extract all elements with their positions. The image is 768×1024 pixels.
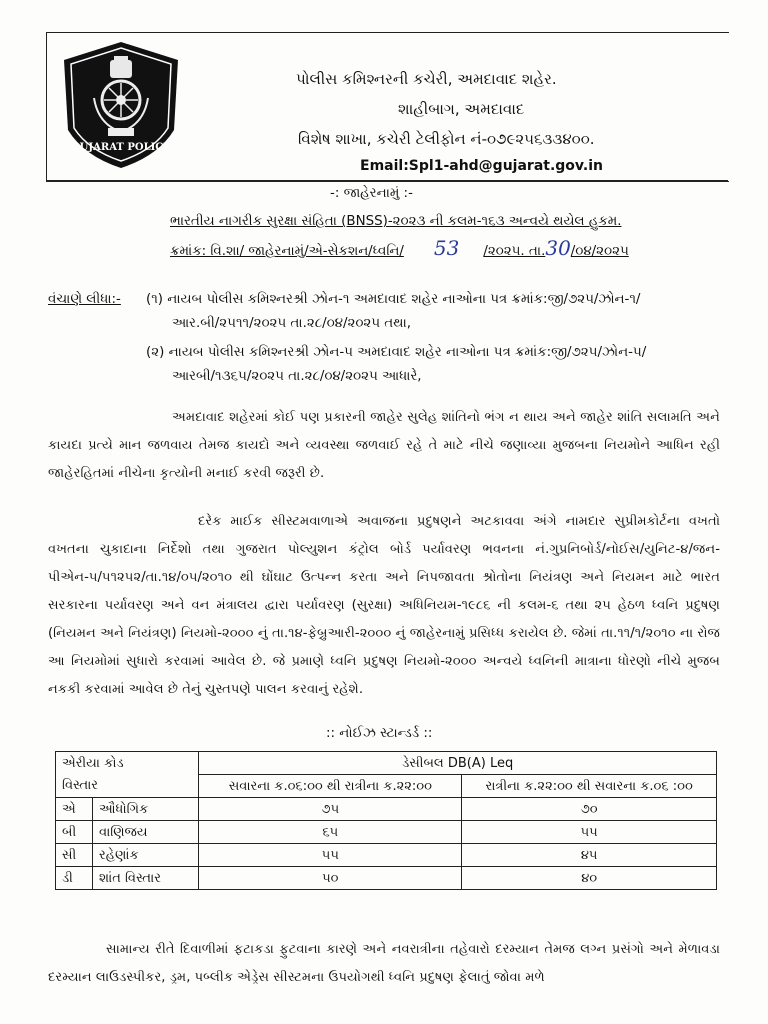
office-title: પોલીસ કમિશ્નરની કચેરી, અમદાવાદ શહેર.	[296, 70, 557, 88]
noise-standard-table	[55, 751, 717, 890]
day-limit-cell: ૬૫	[199, 821, 462, 844]
day-limit-cell: ૭૫	[199, 798, 462, 821]
body-paragraph-2: દરેક માઈક સીસ્ટમવાળાએ અવાજના પ્રદુષણને અટકાવવા અંગે નામદાર સુપ્રીમકોર્ટના વખતો વખતના ચુકાદાના નિર્દેશો તથા ગુજરાત પોલ્યુશન કંટ્રોલ બોર્ડ પર્યાવરણ ભવનના નં.ગુપ્રનિબોર્ડ/નોઈસ/યુનિટ-૪/જન-પીએન-૫/૫૧૨૫૨/તા.૧૪/૦૫/૨૦૧૦ થી ઘોંઘાટ ઉત્પન્ન કરતા અને નિપજાવતા શ્રોતોના નિયંત્રણ અને નિયમન માટે ભારત સરકારના પર્યાવરણ અને વન મંત્રાલય દ્વારા પર્યાવરણ (સુરક્ષા) અધિનિયમ-૧૯૮૬ ની કલમ-૬ તથા ૨૫ હેઠળ ધ્વનિ પ્રદુષણ (નિયમન અને નિયંત્રણ) નિયમો-૨૦૦૦ નું તા.૧૪-ફેબ્રુઆરી-૨૦૦૦ નું જાહેરનામું પ્રસિધ્ધ કરાયેલ છે. જેમાં તા.૧૧/૧/૨૦૧૦ ના રોજ આ નિયમોમાં સુધારો કરવામાં આવેલ છે. જે પ્રમાણે ધ્વનિ પ્રદુષણ નિયમો-૨૦૦૦ અન્વયે ધ્વનિની માત્રાના ધોરણો નીચે મુજબ નકકી કરવામાં આવેલ છે તેનું ચુસ્તપણે પાલન કરવાનું રહેશે.	[48, 514, 720, 697]
body-paragraph-1: અમદાવાદ શહેરમાં કોઈ પણ પ્રકારની જાહેર સુલેહ શાંતિનો ભંગ ન થાય અને જાહેર શાંતિ સલામતિ અને કાયદા પ્રત્યે માન જળવાય તેમજ કાયદો અને વ્યવસ્થા જળવાઈ રહે તે માટે નીચે જણાવ્યા મુજબના નિયમોને આધિન રહી જાહેરહિતમાં નીચેના કૃત્યોની મનાઈ કરવી જરૂરી છે.	[48, 410, 720, 481]
notice-subject: ભારતીય નાગરીક સુરક્ષા સંહિતા (BNSS)-૨૦૨૩ ની કલમ-૧૬૩ અન્વયે થયેલ હુકમ.	[170, 214, 622, 229]
header-decibel: ડેસીબલ DB(A) Leq	[199, 752, 717, 775]
letterhead-divider	[46, 180, 728, 181]
area-code-cell: બી	[56, 821, 93, 844]
table-row	[56, 798, 717, 821]
table-row	[56, 844, 717, 867]
table-row	[56, 867, 717, 890]
area-code-cell: એ	[56, 798, 93, 821]
notice-reference-line	[170, 238, 629, 262]
references-label: વંચાણે લીધા:-	[48, 292, 121, 307]
area-name-cell: શાંત વિસ્તાર	[93, 867, 199, 890]
office-branch-phone: વિશેષ શાખા, કચેરી ટેલીફોન નં-૦૭૯૨૫૬૩૩૪૦૦.	[298, 130, 595, 148]
header-day-hours: સવારના ક.૦૬:૦૦ થી રાત્રીના ક.૨૨:૦૦	[199, 775, 462, 798]
table-row	[56, 821, 717, 844]
day-limit-cell: ૫૦	[199, 867, 462, 890]
ref-day-handwritten: 30	[545, 236, 571, 260]
header-night-hours: રાત્રીના ક.૨૨:૦૦ થી સવારના ક.૦૬ :૦૦	[462, 775, 717, 798]
office-location: શાહીબાગ, અમદાવાદ	[398, 100, 525, 118]
area-name-cell: ઔધોગિક	[93, 798, 199, 821]
night-limit-cell: ૭૦	[462, 798, 717, 821]
night-limit-cell: ૪૦	[462, 867, 717, 890]
area-code-cell: સી	[56, 844, 93, 867]
day-limit-cell: ૫૫	[199, 844, 462, 867]
table-header-row	[56, 752, 717, 775]
ref-suffix: /૦૪/૨૦૨૫	[570, 244, 629, 259]
reference-2-line-1: (૨) નાયબ પોલીસ કમિશ્નરશ્રી ઝોન-૫ અમદાવાદ શહેર નાઓના પત્ર ક્રમાંક:જી/૭૨૫/ઝોન-૫/	[146, 345, 647, 360]
noise-standard-heading: :: નોઈઝ સ્ટાન્ડર્ડ ::	[326, 726, 433, 741]
area-name-cell: રહેણાંક	[93, 844, 199, 867]
reference-1-line-2: આર.બી/૨૫૧૧/૨૦૨૫ તા.૨૮/૦૪/૨૦૨૫ તથા,	[172, 316, 411, 331]
notice-title: -: જાહેરનામું :-	[330, 186, 413, 201]
office-email: Email:Spl1-ahd@gujarat.gov.in	[360, 158, 603, 174]
night-limit-cell: ૪૫	[462, 844, 717, 867]
area-code-cell: ડી	[56, 867, 93, 890]
ref-prefix: ક્રમાંક: વિ.શા/ જાહેરનામું/એ-સેકશન/ધ્વનિ/	[170, 244, 404, 259]
header-area-code: એરીયા કોડ	[56, 752, 199, 775]
ref-mid: /૨૦૨૫. તા.	[483, 244, 546, 259]
area-name-cell: વાણિજય	[93, 821, 199, 844]
gujarat-police-logo-icon	[58, 38, 184, 172]
table-header-row	[56, 775, 717, 798]
body-paragraph-3: સામાન્ય રીતે દિવાળીમાં ફટાકડા ફુટવાના કારણે અને નવરાત્રીના તહેવારો દરમ્યાન તેમજ લગ્ન પ્રસંગો અને મેળાવડા દરમ્યાન લાઉડસ્પીકર, ડ્રમ, પબ્લીક એડ્રેસ સીસ્ટમના ઉપયોગથી ધ્વનિ પ્રદુષણ ફેલાતું જોવા મળે	[48, 942, 720, 985]
reference-1-line-1: (૧) નાયબ પોલીસ કમિશ્નરશ્રી ઝોન-૧ અમદાવાદ શહેર નાઓના પત્ર ક્રમાંક:જી/૭૨૫/ઝોન-૧/	[146, 292, 641, 307]
reference-2-line-2: આરબી/૧૩૬૫/૨૦૨૫ તા.૨૮/૦૪/૨૦૨૫ આધારે,	[172, 369, 422, 384]
night-limit-cell: ૫૫	[462, 821, 717, 844]
ref-number-handwritten: 53	[433, 236, 460, 260]
svg-text:GUJARAT POLICE: GUJARAT POLICE	[71, 142, 171, 153]
header-area: વિસ્તાર	[56, 775, 199, 798]
